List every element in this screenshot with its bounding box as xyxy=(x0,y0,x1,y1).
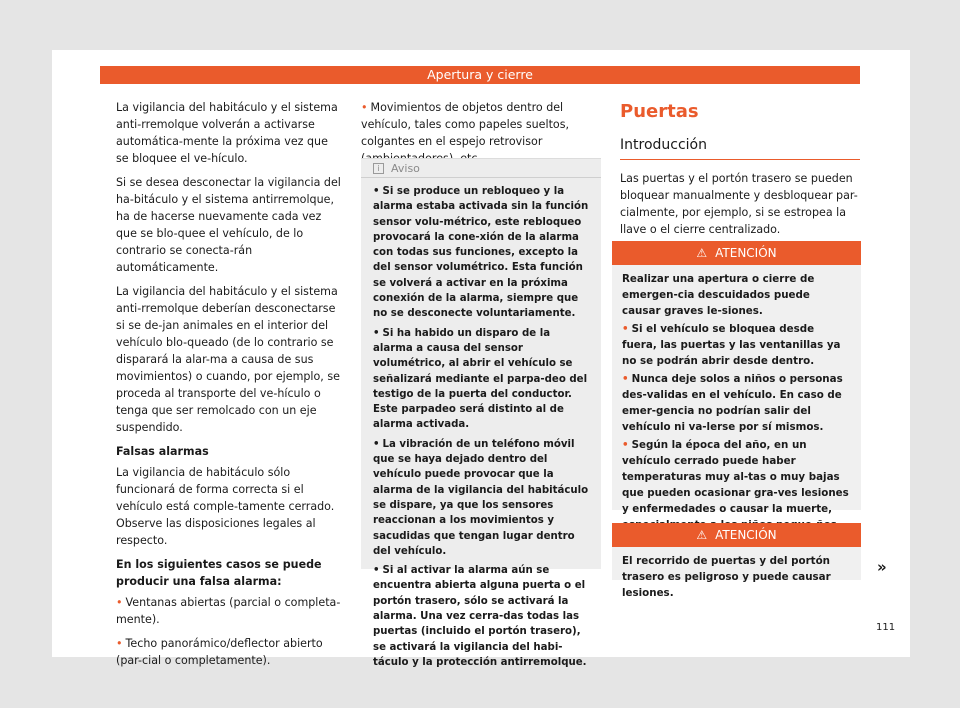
list-item xyxy=(373,437,589,559)
bullet-icon: • xyxy=(361,101,368,114)
list-item-text: Ventanas abiertas (parcial o completa-mente). xyxy=(116,596,341,626)
list-item-text: La vibración de un teléfono móvil que se haya dejado dentro del vehículo puede provocar que la alarma de la vigilancia del habitáculo se dispare, ya que los sensores reaccionan a los movimientos y sacudidas que tengan lugar dentro del vehículo. xyxy=(373,438,589,557)
warning-intro: Realizar una apertura o cierre de emergen-cia descuidados puede causar graves le-siones. xyxy=(622,273,815,317)
page-number: 111 xyxy=(876,622,896,633)
bullet-icon: • xyxy=(622,439,629,451)
bullet-icon: • xyxy=(622,323,629,335)
paragraph: La vigilancia del habitáculo y el sistema anti-rremolque volverán a activarse automática-mente la próxima vez que se bloquee el ve-hículo. xyxy=(116,101,338,165)
paragraph: La vigilancia del habitáculo y el sistema anti-rremolque deberían desconectarse si se de-jan animales en el interior del vehículo blo-queado (de lo contrario se disparará la alar-ma a causa de sus movimientos) o cuando, por ejemplo, se proceda al transporte del ve-hículo o tenga que ser remolcado con un eje suspendido. xyxy=(116,285,340,434)
column-left xyxy=(116,99,342,676)
warning-body xyxy=(612,265,861,543)
warning-title: ATENCIÓN xyxy=(715,246,777,260)
aviso-body xyxy=(361,178,601,670)
heading-falsas-alarmas: Falsas alarmas xyxy=(116,445,209,458)
warning-triangle-icon: ⚠ xyxy=(696,528,708,542)
warning-header xyxy=(612,241,861,265)
section-title: Puertas xyxy=(620,101,699,122)
warning-box xyxy=(612,241,861,515)
list-item-text: Si se produce un rebloqueo y la alarma estaba activada sin la función sensor volu-métrico, este rebloqueo provocará la cone-xión de la alarma con todas sus funciones, excepto la del sensor volumétrico. Esta función se volverá a activar en la próxima conexión de la alarma, siempre que no se desconecte voluntariamente. xyxy=(373,186,589,320)
list-item xyxy=(116,594,342,628)
list-item-text: Si el vehículo se bloquea desde fuera, las puertas y las ventanillas ya no se podrán abrir desde dentro. xyxy=(622,323,841,367)
list-item xyxy=(373,326,589,433)
bullet-icon: • xyxy=(373,327,380,339)
bullet-icon: • xyxy=(116,637,123,650)
paragraph: La vigilancia de habitáculo sólo funcionará de forma correcta si el vehículo está comple-tamente cerrado. Observe las disposiciones legales al respecto. xyxy=(116,466,335,547)
list-item-text: Si al activar la alarma aún se encuentra abierta alguna puerta o el portón trasero, sólo se activará la alarma. Una vez cerra-das todas las puertas (incluido el portón trasero), se activará la vigilancia del habi-táculo y la protección antirremolque. xyxy=(373,565,587,668)
continue-arrow-icon: » xyxy=(877,558,887,576)
bullet-icon: • xyxy=(373,186,380,197)
list-item xyxy=(622,437,851,533)
list-item-text: Movimientos de objetos dentro del vehículo, tales como papeles sueltos, colgantes en el espejo retrovisor xyxy=(361,101,570,148)
warning-box-2 xyxy=(612,523,861,599)
subsection-divider xyxy=(620,159,860,160)
paragraph: Si se desea desconectar la vigilancia del ha-bitáculo y el sistema antirremolque, ha de hacerse nuevamente cada vez que se blo-quee el vehículo, de lo contrario se conecta-rán automáticamente. xyxy=(116,176,341,274)
aviso-note-box xyxy=(361,158,601,668)
list-item xyxy=(361,99,601,167)
heading-casos-falsa-alarma: En los siguientes casos se puede producir una falsa alarma: xyxy=(116,558,322,588)
bullet-icon: • xyxy=(116,596,123,609)
aviso-header xyxy=(361,159,601,178)
warning-text: El recorrido de puertas y del portón trasero es peligroso y puede causar lesiones. xyxy=(622,555,831,599)
list-item-text: Si ha habido un disparo de la alarma a causa del sensor volumétrico, al abrir el vehículo se señalizará mediante el parpa-deo del testigo de la puerta del conductor. Este parpadeo será distinto al de alarma activada. xyxy=(373,327,588,431)
list-item xyxy=(373,563,589,670)
warning-triangle-icon: ⚠ xyxy=(696,246,708,260)
list-item-text: Nunca deje solos a niños o personas des-validas en el vehículo. En caso de emer-gencia no podrían salir del vehículo ni va-lerse por sí mismos. xyxy=(622,373,843,433)
intro-paragraph: Las puertas y el portón trasero se pueden bloquear manualmente y desbloquear par-cialmente, por ejemplo, si se estropea la llave o el cierre centralizado. xyxy=(620,172,858,236)
chapter-header: Apertura y cierre xyxy=(100,66,860,84)
list-item xyxy=(622,371,851,435)
warning-body xyxy=(612,547,861,611)
warning-header xyxy=(612,523,861,547)
bullet-icon: • xyxy=(373,438,380,450)
list-item xyxy=(116,635,342,669)
list-item-text: Según la época del año, en un vehículo cerrado puede haber temperaturas muy al-tas o muy bajas que pueden ocasionar gra-ves lesiones y enfermedades o causar la muerte, xyxy=(622,439,849,515)
bullet-icon: • xyxy=(622,373,629,385)
warning-title: ATENCIÓN xyxy=(715,528,777,542)
list-item-text: Techo panorámico/deflector abierto (par-cial o completamente). xyxy=(116,637,323,667)
list-item xyxy=(373,184,589,322)
subsection-title: Introducción xyxy=(620,137,707,153)
bullet-icon: • xyxy=(373,565,380,577)
list-item xyxy=(622,321,851,369)
aviso-title: Aviso xyxy=(391,161,420,175)
info-icon: i xyxy=(373,163,384,174)
